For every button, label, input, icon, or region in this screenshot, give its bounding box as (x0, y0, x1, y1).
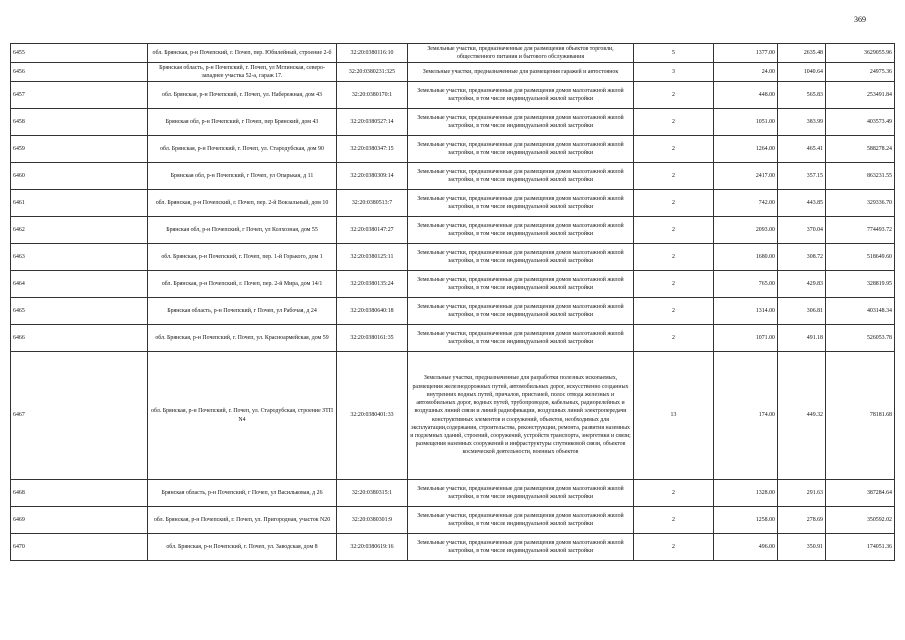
area-cell: 2093.00 (714, 217, 778, 244)
table-row (11, 109, 895, 136)
area-cell: 1071.00 (714, 325, 778, 352)
address-cell: Брянская область, р-н Почепский, г. Почеп, ул Мглинская, северо-западнее участка 52-а, гараж 17. (148, 63, 337, 82)
cadastral-number-cell: 32:20:0380309:14 (337, 163, 408, 190)
page-number: 369 (854, 15, 866, 24)
area-cell: 2417.00 (714, 163, 778, 190)
land-use-cell: Земельные участки, предназначенные для размещения домов малоэтажной жилой застройки, в том числе индивидуальной жилой застройки (408, 82, 634, 109)
cadastral-value-cell: 24975.36 (826, 63, 895, 82)
row-number: 6455 (11, 44, 148, 63)
land-use-cell: Земельные участки, предназначенные для размещения домов малоэтажной жилой застройки, в том числе индивидуальной жилой застройки (408, 298, 634, 325)
land-use-cell: Земельные участки, предназначенные для размещения домов малоэтажной жилой застройки, в том числе индивидуальной жилой застройки (408, 271, 634, 298)
address-cell: Брянская обл, р-н Почепский, г Почеп, ул Опарькая, д 11 (148, 163, 337, 190)
cadastral-value-cell: 863231.55 (826, 163, 895, 190)
address-cell: обл. Брянская, р-н Почепский, г. Почеп, ул. Пригородная, участок N20 (148, 507, 337, 534)
specific-value-cell: 370.04 (778, 217, 826, 244)
cadastral-number-cell: 32:20:0380116:10 (337, 44, 408, 63)
address-cell: обл. Брянская, р-н Почепский, г. Почеп, ул. Стародубская, дом 90 (148, 136, 337, 163)
cadastral-number-cell: 32:20:0380527:14 (337, 109, 408, 136)
address-cell: обл. Брянская, р-н Почепский, г. Почеп, ул. Заводская, дом 8 (148, 534, 337, 561)
category-cell: 2 (634, 82, 714, 109)
land-use-cell: Земельные участки, предназначенные для размещения домов малоэтажной жилой застройки, в том числе индивидуальной жилой застройки (408, 163, 634, 190)
land-use-cell: Земельные участки, предназначенные для размещения домов малоэтажной жилой застройки, в том числе индивидуальной жилой застройки (408, 217, 634, 244)
category-cell: 13 (634, 352, 714, 480)
cadastral-value-cell: 328819.95 (826, 271, 895, 298)
address-cell: Брянская обл, р-н Почепский, г Почеп, ул Колхозная, дом 55 (148, 217, 337, 244)
cadastral-number-cell: 32:20:0380170:1 (337, 82, 408, 109)
category-cell: 2 (634, 163, 714, 190)
cadastral-number-cell: 32:20:0380401:33 (337, 352, 408, 480)
specific-value-cell: 278.69 (778, 507, 826, 534)
area-cell: 1051.00 (714, 109, 778, 136)
specific-value-cell: 443.85 (778, 190, 826, 217)
row-number: 6459 (11, 136, 148, 163)
land-registry-table (10, 43, 895, 561)
row-number: 6468 (11, 480, 148, 507)
address-cell: Брянская область, р-н Почепский, г Почеп, ул Васильковая, д 26 (148, 480, 337, 507)
land-use-cell: Земельные участки, предназначенные для размещения домов малоэтажной жилой застройки, в том числе индивидуальной жилой застройки (408, 325, 634, 352)
area-cell: 1680.00 (714, 244, 778, 271)
cadastral-number-cell: 32:20:0380161:35 (337, 325, 408, 352)
table-row (11, 271, 895, 298)
category-cell: 5 (634, 44, 714, 63)
land-use-cell: Земельные участки, предназначенные для размещения домов малоэтажной жилой застройки, в том числе индивидуальной жилой застройки (408, 507, 634, 534)
table-body (11, 44, 895, 561)
address-cell: Брянская обл, р-н Почепский, г Почеп, пер Брянский, дом 43 (148, 109, 337, 136)
cadastral-value-cell: 174051.36 (826, 534, 895, 561)
land-use-cell: Земельные участки, предназначенные для размещения домов малоэтажной жилой застройки, в том числе индивидуальной жилой застройки (408, 480, 634, 507)
table-row (11, 163, 895, 190)
row-number: 6462 (11, 217, 148, 244)
cadastral-number-cell: 32:20:0380135:24 (337, 271, 408, 298)
address-cell: обл. Брянская, р-н Почепский, г. Почеп, ул. Красноармейская, дом 59 (148, 325, 337, 352)
category-cell: 2 (634, 507, 714, 534)
specific-value-cell: 2635.48 (778, 44, 826, 63)
address-cell: обл. Брянская, р-н Почепский, г. Почеп, пер. 1-й Горького, дом 1 (148, 244, 337, 271)
land-use-cell: Земельные участки, предназначенные для размещения гаражей и автостоянок (408, 63, 634, 82)
specific-value-cell: 429.83 (778, 271, 826, 298)
address-cell: Брянская область, р-н Почепский, г Почеп, ул Рабочая, д 24 (148, 298, 337, 325)
area-cell: 742.00 (714, 190, 778, 217)
cadastral-value-cell: 329336.70 (826, 190, 895, 217)
cadastral-value-cell: 3629055.96 (826, 44, 895, 63)
cadastral-value-cell: 526053.78 (826, 325, 895, 352)
area-cell: 496.00 (714, 534, 778, 561)
row-number: 6466 (11, 325, 148, 352)
table-row (11, 507, 895, 534)
specific-value-cell: 565.83 (778, 82, 826, 109)
cadastral-number-cell: 32:20:0380147:27 (337, 217, 408, 244)
cadastral-number-cell: 32:20:0380315:1 (337, 480, 408, 507)
area-cell: 448.00 (714, 82, 778, 109)
row-number: 6456 (11, 63, 148, 82)
table-row (11, 325, 895, 352)
specific-value-cell: 308.72 (778, 244, 826, 271)
address-cell: обл. Брянская, р-н Почепский, г. Почеп, пер. 2-й Вокзальный, дом 10 (148, 190, 337, 217)
cadastral-value-cell: 774493.72 (826, 217, 895, 244)
category-cell: 2 (634, 271, 714, 298)
area-cell: 1258.00 (714, 507, 778, 534)
row-number: 6464 (11, 271, 148, 298)
area-cell: 1314.00 (714, 298, 778, 325)
row-number: 6457 (11, 82, 148, 109)
specific-value-cell: 491.18 (778, 325, 826, 352)
specific-value-cell: 1040.64 (778, 63, 826, 82)
land-use-cell: Земельные участки, предназначенные для разработки полезных ископаемых, размещения железнодорожных путей, автомобильных дорог, искусственно созданных внутренних водных путей, причалов, пристаней, полос отвода железных и автомобильных дорог, водных путей, трубопроводов, кабельных, радиорелейных и воздушных линий связи и линий радиофикации, воздушных линий электропередачи конструктивных элементов и сооружений, объектов, необходимых для эксплуатации,содержания, строительства, реконструкции, ремонта, развития наземных и подземных зданий, строений, сооружений, устройств транспорта, энергетики и связи; размещения наземных сооружений и инфраструктуры спутниковой связи, объектов космической деятельности, военных объектов (408, 352, 634, 480)
category-cell: 2 (634, 534, 714, 561)
row-number: 6467 (11, 352, 148, 480)
land-use-cell: Земельные участки, предназначенные для размещения объектов торговли, общественного питания и бытового обслуживания (408, 44, 634, 63)
cadastral-value-cell: 518649.60 (826, 244, 895, 271)
address-cell: обл. Брянская, р-н Почепский, г. Почеп, пер. 2-й Мира, дом 14/1 (148, 271, 337, 298)
table-row (11, 352, 895, 480)
address-cell: обл. Брянская, р-н Почепский, г. Почеп, ул. Стародубская, строение ЗТП N4 (148, 352, 337, 480)
cadastral-value-cell: 403148.34 (826, 298, 895, 325)
cadastral-value-cell: 403573.49 (826, 109, 895, 136)
cadastral-number-cell: 32:20:0380231:325 (337, 63, 408, 82)
cadastral-number-cell: 32:20:0380301:9 (337, 507, 408, 534)
category-cell: 2 (634, 217, 714, 244)
table-row (11, 44, 895, 63)
cadastral-value-cell: 253491.84 (826, 82, 895, 109)
table-row (11, 190, 895, 217)
category-cell: 2 (634, 298, 714, 325)
area-cell: 1328.00 (714, 480, 778, 507)
area-cell: 765.00 (714, 271, 778, 298)
table-row (11, 63, 895, 82)
land-use-cell: Земельные участки, предназначенные для размещения домов малоэтажной жилой застройки, в том числе индивидуальной жилой застройки (408, 190, 634, 217)
row-number: 6460 (11, 163, 148, 190)
cadastral-number-cell: 32:20:0380619:16 (337, 534, 408, 561)
cadastral-value-cell: 588278.24 (826, 136, 895, 163)
specific-value-cell: 449.32 (778, 352, 826, 480)
category-cell: 2 (634, 325, 714, 352)
cadastral-value-cell: 78181.68 (826, 352, 895, 480)
specific-value-cell: 383.99 (778, 109, 826, 136)
cadastral-number-cell: 32:20:0380347:15 (337, 136, 408, 163)
category-cell: 2 (634, 190, 714, 217)
category-cell: 2 (634, 480, 714, 507)
category-cell: 2 (634, 109, 714, 136)
area-cell: 24.00 (714, 63, 778, 82)
specific-value-cell: 357.15 (778, 163, 826, 190)
area-cell: 1377.00 (714, 44, 778, 63)
table-row (11, 217, 895, 244)
specific-value-cell: 306.81 (778, 298, 826, 325)
row-number: 6470 (11, 534, 148, 561)
table-row (11, 82, 895, 109)
cadastral-value-cell: 350592.02 (826, 507, 895, 534)
table-row (11, 534, 895, 561)
row-number: 6465 (11, 298, 148, 325)
row-number: 6461 (11, 190, 148, 217)
address-cell: обл. Брянская, р-н Почепский, г. Почеп, ул. Набережная, дом 43 (148, 82, 337, 109)
category-cell: 3 (634, 63, 714, 82)
cadastral-number-cell: 32:20:0380125:11 (337, 244, 408, 271)
row-number: 6469 (11, 507, 148, 534)
specific-value-cell: 465.41 (778, 136, 826, 163)
row-number: 6463 (11, 244, 148, 271)
address-cell: обл. Брянская, р-н Почепский, г. Почеп, пер. Юбилейный, строение 2-б (148, 44, 337, 63)
category-cell: 2 (634, 244, 714, 271)
row-number: 6458 (11, 109, 148, 136)
land-use-cell: Земельные участки, предназначенные для размещения домов малоэтажной жилой застройки, в том числе индивидуальной жилой застройки (408, 136, 634, 163)
land-use-cell: Земельные участки, предназначенные для размещения домов малоэтажной жилой застройки, в том числе индивидуальной жилой застройки (408, 244, 634, 271)
cadastral-value-cell: 387284.64 (826, 480, 895, 507)
land-use-cell: Земельные участки, предназначенные для размещения домов малоэтажной жилой застройки, в том числе индивидуальной жилой застройки (408, 534, 634, 561)
specific-value-cell: 350.91 (778, 534, 826, 561)
table-row (11, 480, 895, 507)
land-use-cell: Земельные участки, предназначенные для размещения домов малоэтажной жилой застройки, в том числе индивидуальной жилой застройки (408, 109, 634, 136)
table-row (11, 136, 895, 163)
area-cell: 1264.00 (714, 136, 778, 163)
category-cell: 2 (634, 136, 714, 163)
specific-value-cell: 291.63 (778, 480, 826, 507)
table-row (11, 298, 895, 325)
cadastral-number-cell: 32:20:0380513:7 (337, 190, 408, 217)
area-cell: 174.00 (714, 352, 778, 480)
cadastral-number-cell: 32:20:0380640:18 (337, 298, 408, 325)
table-row (11, 244, 895, 271)
